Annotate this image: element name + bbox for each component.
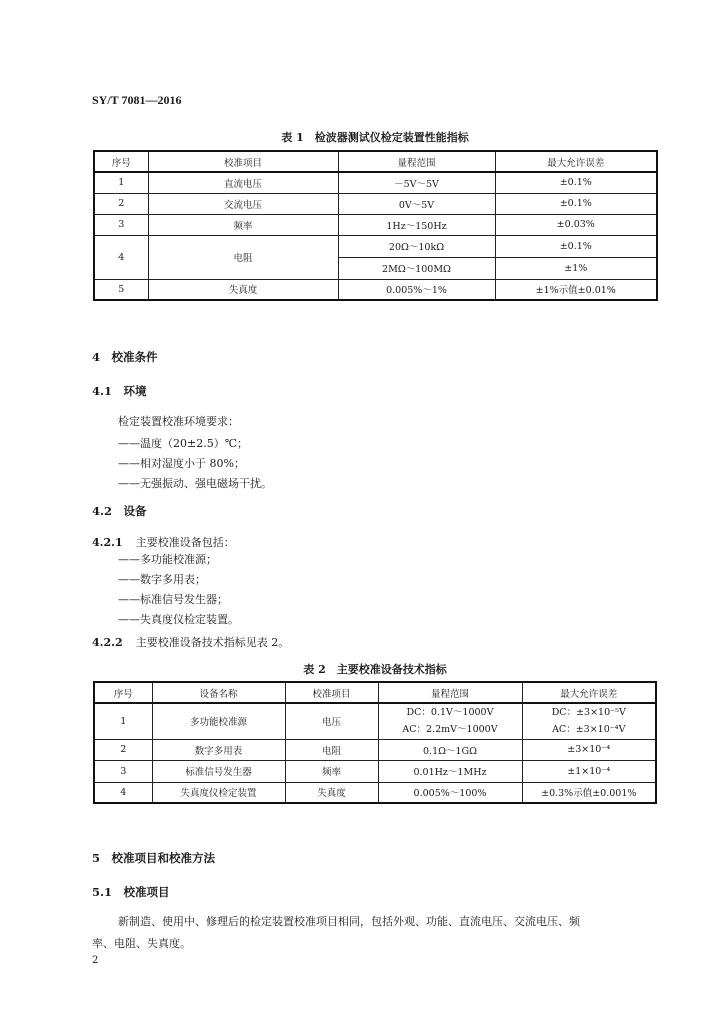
section-4-2-title: 4.2 设备	[92, 504, 147, 518]
table2-header-name: 设备名称	[152, 682, 285, 703]
cell-error-dc: DC：±3×10⁻⁵V	[551, 707, 626, 719]
section-4-1-title: 4.1 环境	[92, 384, 147, 398]
table1-header-row	[94, 151, 657, 172]
table1-caption: 表 1 检波器测试仪检定装置性能指标	[281, 131, 469, 144]
section-5-1-text-line1: 新制造、使用中、修理后的检定装置校准项目相同，包括外观、功能、直流电压、交流电压、频	[118, 915, 580, 928]
cell-no: 1	[94, 172, 148, 193]
section-4-2-2-number: 4.2.2	[92, 636, 123, 649]
section-5-1-text-line2: 率、电阻、失真度。	[92, 937, 191, 950]
cell-no: 4	[94, 782, 152, 803]
table2-header-no: 序号	[94, 682, 152, 703]
cell-item: 电压	[285, 703, 378, 739]
cell-range: 0.005%～1%	[338, 279, 495, 300]
list-item: ——标准信号发生器；	[118, 593, 228, 606]
cell-range: 0.1Ω～1GΩ	[378, 739, 522, 760]
cell-item: 电阻	[148, 235, 338, 279]
cell-error-ac: AC：±3×10⁻⁴V	[552, 724, 626, 736]
cell-range-ac: AC：2.2mV～1000V	[402, 724, 498, 736]
table1-header-item: 校准项目	[148, 151, 338, 172]
section-5-title: 5 校准项目和校准方法	[92, 851, 216, 865]
cell-range: 2MΩ～100MΩ	[338, 257, 495, 279]
cell-no: 2	[94, 739, 152, 760]
table1-header-error: 最大允许误差	[495, 151, 657, 172]
table1	[93, 150, 658, 301]
cell-name: 数字多用表	[152, 739, 285, 760]
table-row	[94, 214, 657, 235]
cell-error: ±0.1%	[495, 172, 657, 193]
cell-no: 4	[94, 235, 148, 279]
cell-error: ±0.3%示值±0.001%	[522, 782, 656, 803]
table-row	[94, 703, 656, 739]
cell-name: 失真度仪检定装置	[152, 782, 285, 803]
table-row	[94, 782, 656, 803]
cell-no: 5	[94, 279, 148, 300]
table2-header-range: 量程范围	[378, 682, 522, 703]
table2-header-error: 最大允许误差	[522, 682, 656, 703]
section-4-2-2-text: 主要校准设备技术指标见表 2。	[135, 636, 290, 649]
cell-item: 失真度	[285, 782, 378, 803]
cell-range-dc: DC：0.1V～1000V	[406, 707, 494, 719]
table-row	[94, 760, 656, 782]
cell-error: ±1%	[495, 257, 657, 279]
cell-item: 直流电压	[148, 172, 338, 193]
cell-item: 频率	[148, 214, 338, 235]
table-row	[94, 235, 657, 257]
table-row	[94, 193, 657, 214]
list-item: ——无强振动、强电磁场干扰。	[118, 477, 272, 490]
cell-error: ±1×10⁻⁴	[522, 760, 656, 782]
cell-error: ±1%示值±0.01%	[495, 279, 657, 300]
cell-name: 标准信号发生器	[152, 760, 285, 782]
cell-error: ±0.1%	[495, 193, 657, 214]
list-item: ——失真度仪检定装置。	[118, 613, 239, 626]
cell-error: ±3×10⁻⁴	[522, 739, 656, 760]
cell-range: 0.005%～100%	[378, 782, 522, 803]
cell-item: 交流电压	[148, 193, 338, 214]
table-row	[94, 172, 657, 193]
list-item: ——多功能校准源；	[118, 553, 217, 566]
section-4-1-intro: 检定装置校准环境要求：	[118, 415, 239, 428]
table2	[93, 681, 657, 804]
cell-range: 0V～5V	[338, 193, 495, 214]
section-4-2-1	[92, 531, 235, 550]
cell-error: ±0.1%	[495, 235, 657, 257]
table1-header-range: 量程范围	[338, 151, 495, 172]
cell-item: 失真度	[148, 279, 338, 300]
cell-no: 3	[94, 214, 148, 235]
list-item: ——相对湿度小于 80%；	[118, 457, 245, 470]
cell-no: 3	[94, 760, 152, 782]
table2-caption: 表 2 主要校准设备技术指标	[303, 663, 447, 676]
cell-error	[522, 703, 656, 739]
cell-error: ±0.03%	[495, 214, 657, 235]
cell-range: 0.01Hz～1MHz	[378, 760, 522, 782]
section-4-2-1-number: 4.2.1	[92, 536, 123, 549]
cell-item: 频率	[285, 760, 378, 782]
standard-code: SY/T 7081—2016	[92, 93, 182, 107]
table2-header-row	[94, 682, 656, 703]
table2-header-item: 校准项目	[285, 682, 378, 703]
cell-no: 2	[94, 193, 148, 214]
cell-name: 多功能校准源	[152, 703, 285, 739]
page-number: 2	[92, 955, 99, 966]
cell-no: 1	[94, 703, 152, 739]
table-row	[94, 279, 657, 300]
table-row	[94, 739, 656, 760]
list-item: ——温度（20±2.5）℃；	[118, 437, 249, 450]
section-4-title: 4 校准条件	[92, 350, 158, 364]
cell-range: 20Ω～10kΩ	[338, 235, 495, 257]
table1-header-no: 序号	[94, 151, 148, 172]
cell-item: 电阻	[285, 739, 378, 760]
section-4-2-2	[92, 631, 289, 650]
list-item: ——数字多用表；	[118, 573, 206, 586]
section-4-2-1-text: 主要校准设备包括：	[135, 536, 235, 549]
cell-range: －5V～5V	[338, 172, 495, 193]
cell-range	[378, 703, 522, 739]
section-5-1-title: 5.1 校准项目	[92, 885, 170, 899]
cell-range: 1Hz～150Hz	[338, 214, 495, 235]
